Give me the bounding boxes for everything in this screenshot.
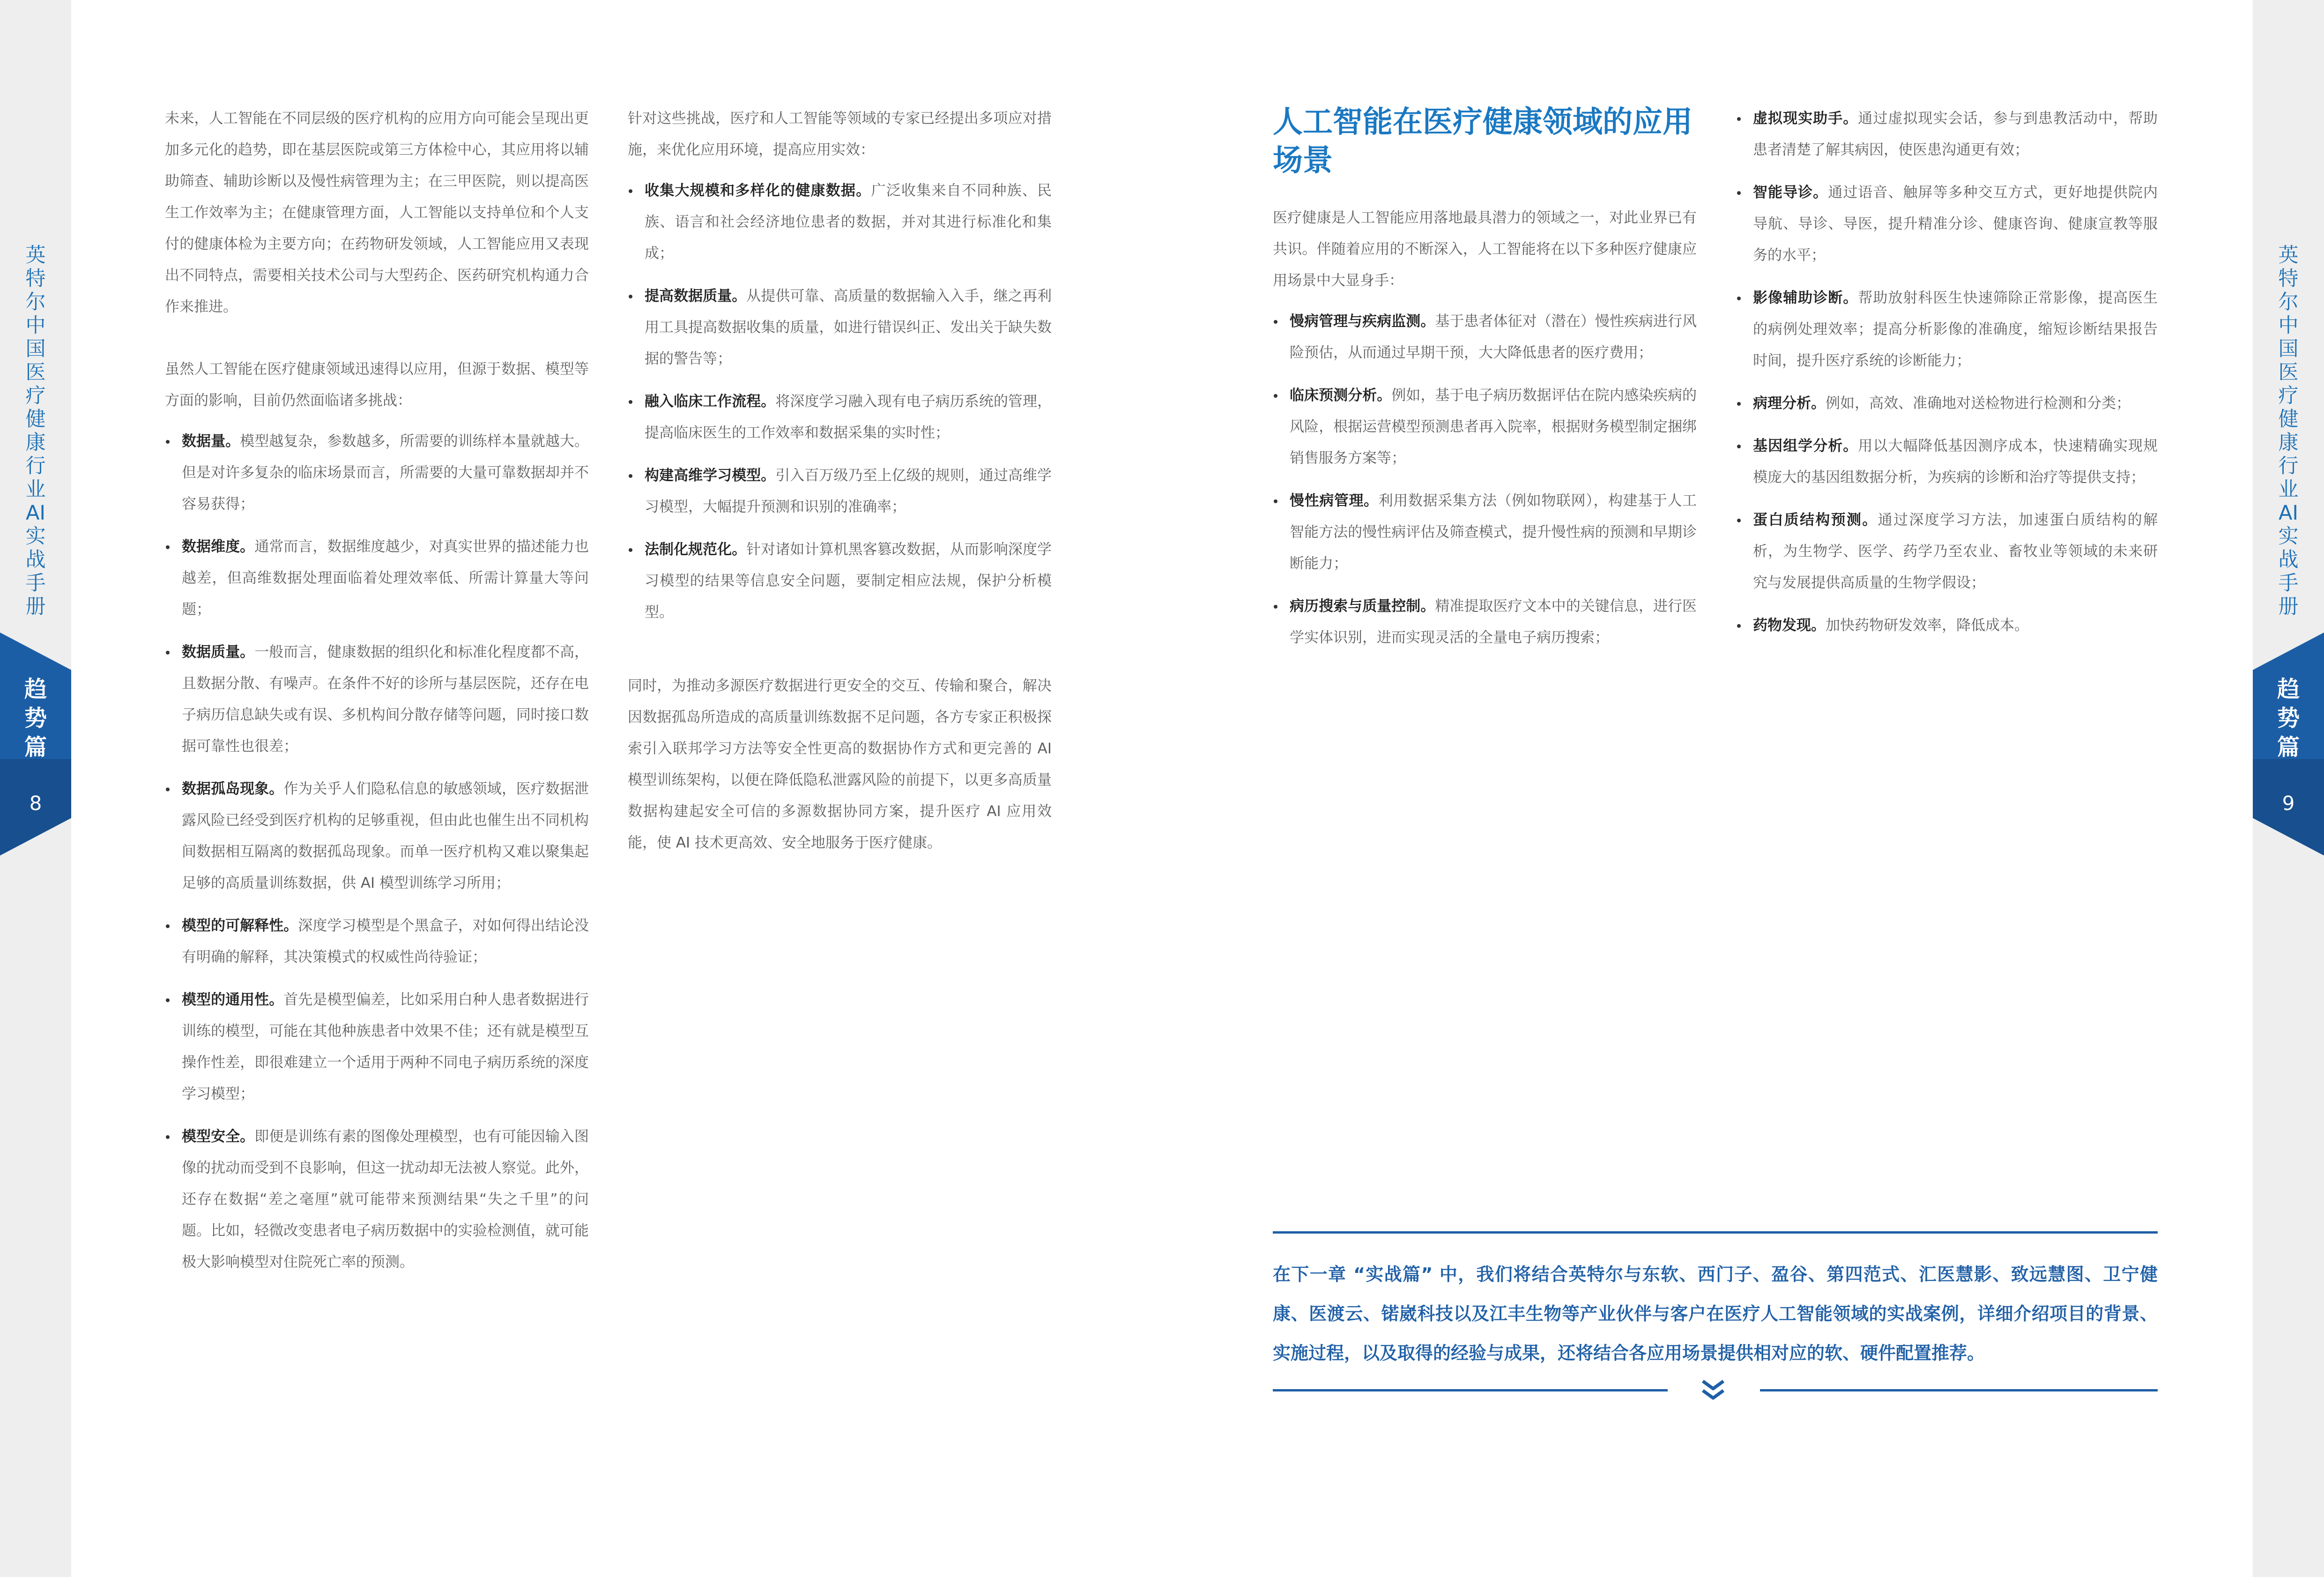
- list-item: [628, 175, 1052, 269]
- list-item: [165, 910, 589, 973]
- left-page-column-2: [628, 103, 1052, 890]
- item-term: 智能导诊。: [1753, 184, 1828, 201]
- paragraph: 虽然人工智能在医疗健康领域迅速得以应用，但源于数据、模型等方面的影响，目前仍然面临诸多挑战：: [165, 361, 589, 409]
- item-term: 慢性病管理。: [1290, 492, 1379, 509]
- item-text: 将深度学习融入现有电子病历系统的管理，提高临床医生的工作效率和数据采集的实时性；: [645, 393, 1052, 441]
- paragraph: 同时，为推动多源医疗数据进行更安全的交互、传输和聚合，解决因数据孤岛所造成的高质量训练数据不足问题，各方专家正积极探索引入联邦学习方法等安全性更高的数据协作方式和更完善的 AI 模型训练架构，以便在降低隐私泄露风险的前提下，以更多高质量数据构建起安全可信的多源数据协同方案，提升医疗 AI 应用效能，使 AI 技术更高效、安全地服务于医疗健康。: [628, 677, 1052, 851]
- side-title-char: 疗: [2278, 384, 2299, 408]
- side-title-char: 战: [2278, 548, 2299, 572]
- list-item: [165, 531, 589, 625]
- side-title-char: 尔: [25, 290, 46, 314]
- paragraph: 医疗健康是人工智能应用落地最具潜力的领域之一，对此业界已有共识。伴随着应用的不断深入，人工智能将在以下多种医疗健康应用场景中大显身手：: [1273, 209, 1697, 289]
- list-item: [1736, 103, 2158, 166]
- paragraph: 针对这些挑战，医疗和人工智能等领域的专家已经提出多项应对措施，来优化应用环境，提高应用实效：: [628, 110, 1052, 158]
- section-char: 势: [2277, 705, 2300, 731]
- item-term: 临床预测分析。: [1290, 387, 1392, 404]
- item-text: 模型越复杂，参数越多，所需要的训练样本量就越大。但是对许多复杂的临床场景而言，所需要的大量可靠数据却并不容易获得；: [182, 433, 589, 513]
- list-item: [1273, 306, 1697, 369]
- list-item: [1736, 388, 2158, 419]
- item-term: 慢病管理与疾病监测。: [1290, 313, 1435, 330]
- item-term: 数据量。: [182, 433, 240, 450]
- summary-text: 在下一章 “实战篇” 中，我们将结合英特尔与东软、西门子、盈谷、第四范式、汇医慧影、致远慧图、卫宁健康、医渡云、锘崴科技以及江丰生物等产业伙伴与客户在医疗人工智能领域的实战案例，详细介绍项目的背景、实施过程，以及取得的经验与成果，还将结合各应用场景提供相对应的软、硬件配置推荐。: [1273, 1264, 2158, 1363]
- list-item: [165, 637, 589, 762]
- list-item: [1736, 283, 2158, 377]
- side-title-char: 医: [25, 361, 46, 384]
- list-item: [1736, 431, 2158, 493]
- left-page-number: 8: [29, 792, 42, 815]
- side-title-char: 行: [25, 454, 46, 478]
- list-item: [1273, 380, 1697, 474]
- side-title-char: 实: [2278, 525, 2299, 548]
- item-term: 病理分析。: [1753, 395, 1826, 412]
- section-heading: 人工智能在医疗健康领域的应用场景: [1273, 105, 1693, 178]
- list-item: [628, 534, 1052, 628]
- left-page-column-1: [165, 103, 589, 1289]
- item-term: 影像辅助诊断。: [1753, 290, 1858, 306]
- summary-bottom-rule-right: [1760, 1389, 2158, 1391]
- item-text: 通过深度学习方法，加速蛋白质结构的解析，为生物学、医学、药学乃至农业、畜牧业等领域的未来研究与发展提供高质量的生物学假设；: [1753, 512, 2158, 591]
- item-term: 数据维度。: [182, 538, 255, 555]
- side-title-char: 医: [2278, 361, 2299, 384]
- side-title-char: 手: [2278, 572, 2299, 595]
- item-term: 模型安全。: [182, 1128, 255, 1145]
- list-item: [165, 426, 589, 520]
- side-title-char: 业: [25, 478, 46, 501]
- side-title-char: 尔: [2278, 290, 2299, 314]
- item-term: 数据质量。: [182, 644, 255, 661]
- item-term: 病历搜索与质量控制。: [1290, 598, 1435, 615]
- item-term: 蛋白质结构预测。: [1753, 512, 1878, 528]
- side-title-char: 行: [2278, 454, 2299, 478]
- side-title-char: 疗: [25, 384, 46, 408]
- side-title-char: 国: [2278, 337, 2299, 361]
- side-title-char: 册: [2278, 595, 2299, 618]
- item-text: 通常而言，数据维度越少，对真实世界的描述能力也越差，但高维数据处理面临着处理效率低、所需计算量大等问题；: [182, 538, 589, 618]
- summary-bottom-rule-left: [1273, 1389, 1668, 1391]
- side-title-char: 国: [25, 337, 46, 361]
- section-char: 篇: [2277, 734, 2300, 760]
- item-term: 构建高维学习模型。: [645, 467, 776, 484]
- paragraph: 未来，人工智能在不同层级的医疗机构的应用方向可能会呈现出更加多元化的趋势，即在基层医院或第三方体检中心，其应用将以辅助筛查、辅助诊断以及慢性病管理为主；在三甲医院，则以提高医生工作效率为主；在健康管理方面，人工智能以支持单位和个人支付的健康体检为主要方向；在药物研发领域，人工智能应用又表现出不同特点，需要相关技术公司与大型药企、医药研究机构通力合作来推进。: [165, 110, 589, 315]
- side-title-char: 册: [25, 595, 46, 618]
- list-item: [1736, 610, 2158, 641]
- side-title-char: 实: [25, 525, 46, 548]
- side-title-char: 健: [25, 408, 46, 431]
- item-text: 帮助放射科医生快速筛除正常影像，提高医生的病例处理效率；提高分析影像的准确度，缩短诊断结果报告时间，提升医疗系统的诊断能力；: [1753, 290, 2158, 369]
- side-title-char: 手: [25, 572, 46, 595]
- item-text: 深度学习模型是个黑盒子，对如何得出结论没有明确的解释，其决策模式的权威性尚待验证；: [182, 917, 589, 966]
- side-title-char: 特: [2278, 267, 2299, 290]
- list-item: [628, 460, 1052, 523]
- section-char: 势: [24, 705, 47, 731]
- side-title-char: 英: [25, 244, 46, 267]
- side-title-char: 康: [2278, 431, 2299, 454]
- item-text: 从提供可靠、高质量的数据输入入手，继之再利用工具提高数据收集的质量，如进行错误纠正、发出关于缺失数据的警告等；: [645, 288, 1052, 367]
- list-item: [1736, 505, 2158, 599]
- right-page-column-2: [1736, 103, 2158, 653]
- list-item: [165, 984, 589, 1110]
- list-item: [628, 386, 1052, 449]
- item-text: 即便是训练有素的图像处理模型，也有可能因输入图像的扰动而受到不良影响，但这一扰动却无法被人察觉。此外，还存在数据“差之毫厘”就可能带来预测结果“失之千里”的问题。比如，轻微改变患者电子病历数据中的实验检测值，就可能极大影响模型对住院死亡率的预测。: [182, 1128, 589, 1271]
- section-char: 趋: [2277, 676, 2300, 702]
- item-text: 例如，基于电子病历数据评估在院内感染疾病的风险，根据运营模型预测患者再入院率，根据财务模型制定捆绑销售服务方案等；: [1290, 387, 1697, 467]
- item-text: 利用数据采集方法（例如物联网），构建基于人工智能方法的慢性病评估及筛查模式，提升慢性病的预测和早期诊断能力；: [1290, 492, 1697, 572]
- side-title-char: 中: [25, 314, 46, 337]
- double-chevron-down-icon: [1694, 1376, 1732, 1405]
- side-title-char: 健: [2278, 408, 2299, 431]
- list-item: [1736, 177, 2158, 271]
- item-text: 首先是模型偏差，比如采用白种人患者数据进行训练的模型，可能在其他种族患者中效果不佳；还有就是模型互操作性差，即很难建立一个适用于两种不同电子病历系统的深度学习模型；: [182, 991, 589, 1102]
- item-text: 通过语音、触屏等多种交互方式，更好地提供院内导航、导诊、导医，提升精准分诊、健康咨询、健康宣教等服务的水平；: [1753, 184, 2158, 264]
- side-title-char: AI: [2278, 501, 2299, 525]
- item-text: 广泛收集来自不同种族、民族、语言和社会经济地位患者的数据，并对其进行标准化和集成；: [645, 182, 1052, 262]
- item-term: 数据孤岛现象。: [182, 781, 284, 797]
- item-text: 针对诸如计算机黑客篡改数据，从而影响深度学习模型的结果等信息安全问题，要制定相应法规，保护分析模型。: [645, 541, 1052, 621]
- item-term: 虚拟现实助手。: [1753, 110, 1858, 127]
- item-term: 提高数据质量。: [645, 288, 747, 305]
- item-text: 加快药物研发效率，降低成本。: [1826, 617, 2029, 634]
- list-item: [628, 281, 1052, 375]
- side-title-char: AI: [25, 501, 46, 525]
- item-term: 药物发现。: [1753, 617, 1826, 634]
- list-item: [1273, 591, 1697, 654]
- item-text: 通过虚拟现实会话，参与到患教活动中，帮助患者清楚了解其病因，使医患沟通更有效；: [1753, 110, 2158, 158]
- item-text: 基于患者体征对（潜在）慢性疾病进行风险预估，从而通过早期干预，大大降低患者的医疗费用；: [1290, 313, 1697, 361]
- left-section-tab-label: [0, 675, 71, 762]
- list-item: [1273, 485, 1697, 580]
- challenge-list: [165, 426, 589, 1278]
- item-text: 作为关乎人们隐私信息的敏感领域，医疗数据泄露风险已经受到医疗机构的足够重视，但由此也催生出不同机构间数据相互隔离的数据孤岛现象。而单一医疗机构又难以聚集起足够的高质量训练数据，供 AI 模型训练学习所用；: [182, 781, 589, 892]
- scenario-list-continued: [1736, 103, 2158, 641]
- item-text: 一般而言，健康数据的组织化和标准化程度都不高，且数据分散、有噪声。在条件不好的诊所与基层医院，还存在电子病历信息缺失或有误、多机构间分散存储等问题，同时接口数据可靠性也很差；: [182, 644, 589, 755]
- left-side-title: [0, 244, 71, 618]
- item-text: 例如，高效、准确地对送检物进行检测和分类；: [1826, 395, 2131, 412]
- item-term: 基因组学分析。: [1753, 438, 1858, 454]
- list-item: [165, 1121, 589, 1278]
- next-chapter-summary: [1273, 1231, 2158, 1391]
- right-side-title: [2253, 244, 2324, 618]
- item-term: 收集大规模和多样化的健康数据。: [645, 182, 871, 199]
- side-title-char: 中: [2278, 314, 2299, 337]
- side-title-char: 业: [2278, 478, 2299, 501]
- item-term: 法制化规范化。: [645, 541, 747, 558]
- measure-list: [628, 175, 1052, 628]
- summary-top-rule: [1273, 1231, 2158, 1234]
- list-item: [165, 774, 589, 899]
- side-title-char: 特: [25, 267, 46, 290]
- right-section-tab-label: [2253, 675, 2324, 762]
- right-page-column-1: [1273, 103, 1697, 665]
- item-term: 模型的通用性。: [182, 991, 284, 1008]
- section-char: 篇: [24, 734, 47, 760]
- side-title-char: 英: [2278, 244, 2299, 267]
- item-text: 精准提取医疗文本中的关键信息，进行医学实体识别，进而实现灵活的全量电子病历搜索；: [1290, 598, 1697, 646]
- item-text: 用以大幅降低基因测序成本，快速精确实现规模庞大的基因组数据分析，为疾病的诊断和治疗等提供支持；: [1753, 438, 2158, 486]
- item-term: 模型的可解释性。: [182, 917, 298, 934]
- item-text: 引入百万级乃至上亿级的规则，通过高维学习模型，大幅提升预测和识别的准确率；: [645, 467, 1052, 515]
- item-term: 融入临床工作流程。: [645, 393, 776, 410]
- scenario-list: [1273, 306, 1697, 654]
- side-title-char: 康: [25, 431, 46, 454]
- section-char: 趋: [24, 676, 47, 702]
- side-title-char: 战: [25, 548, 46, 572]
- right-page-number: 9: [2282, 792, 2295, 815]
